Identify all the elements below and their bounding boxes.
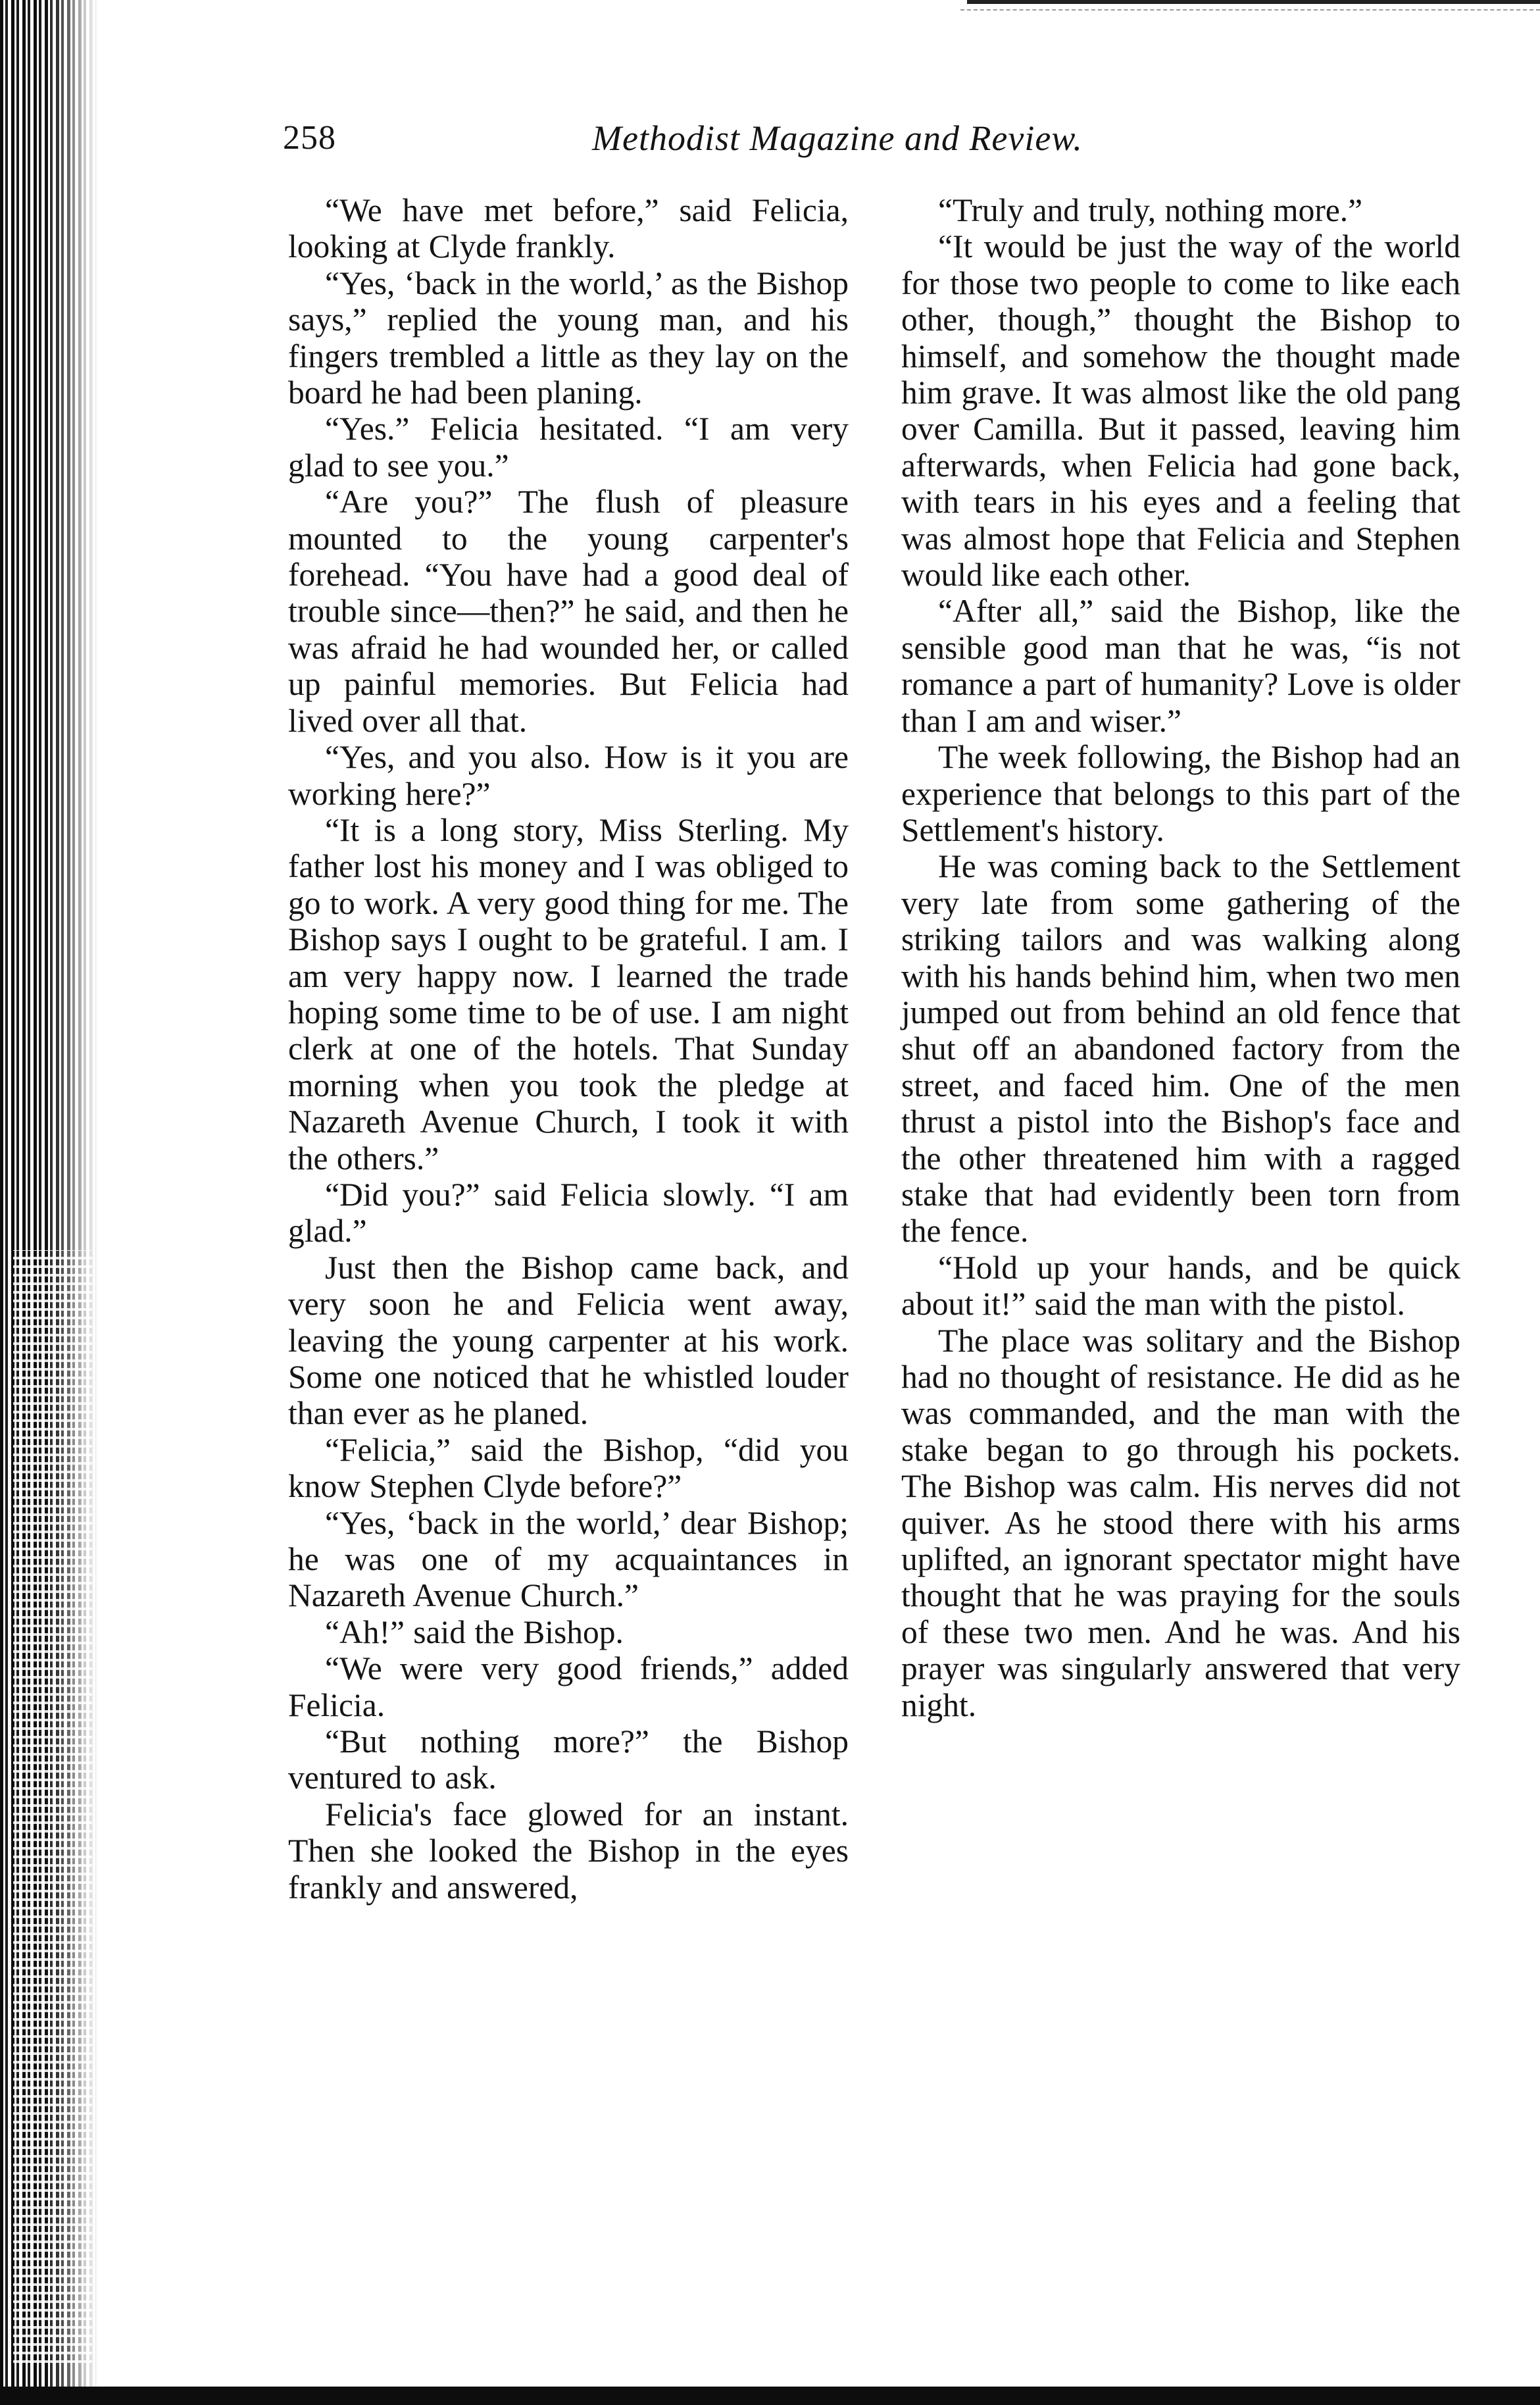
paragraph: Just then the Bishop came back, and very soon he and Felicia went away, leaving the young carpenter at his work. Some one noticed that he whistled louder than ever as he planed. [288, 1249, 849, 1432]
paragraph: “It is a long story, Miss Sterling. My father lost his money and I was obliged to go to work. A very good thing for me. The Bishop says I ought to be grateful. I am. I am very happy now. I learned the trade hoping some time to be of use. I am night clerk at one of the hotels. That Sunday morning when you took the pledge at Nazareth Avenue Church, I took it with the others.” [288, 811, 849, 1177]
paragraph: “Truly and truly, nothing more.” [938, 192, 1363, 228]
paragraph: “Yes, and you also. How is it you are working here?” [288, 739, 849, 812]
paragraph: Felicia's face glowed for an instant. Then she looked the Bishop in the eyes frankly and answered, [288, 1796, 849, 1906]
paragraph: “Did you?” said Felicia slowly. “I am glad.” [288, 1176, 849, 1250]
paragraph: “We have met before,” said Felicia, looking at Clyde frankly. [288, 192, 849, 265]
paragraph: “Felicia,” said the Bishop, “did you know Stephen Clyde before?” [288, 1431, 849, 1505]
paragraph: “Yes, ‘back in the world,’ as the Bishop says,” replied the young man, and his fingers trembled a little as they lay on the board he had been planing. [288, 265, 849, 411]
paragraph: “After all,” said the Bishop, like the sensible good man that he was, “is not romance a part of humanity? Love is older than I am and wiser.” [901, 593, 1460, 739]
top-scan-rule [967, 0, 1540, 4]
paragraph: “Hold up your hands, and be quick about it!” said the man with the pistol. [901, 1249, 1460, 1323]
paragraph: “Are you?” The flush of pleasure mounted to the young carpenter's forehead. “You have had a good deal of trouble since—then?” he said, and then he was afraid he had wounded her, or called up painful memories. But Felicia had lived over all that. [288, 484, 849, 739]
paragraph: “Yes.” Felicia hesitated. “I am very glad to see you.” [288, 411, 849, 484]
paragraph: “It would be just the way of the world for those two people to come to like each other, though,” thought the Bishop to himself, and somehow the thought made him grave. It was almost like the old pang over Camilla. But it passed, leaving him afterwards, when Felicia had gone back, with tears in his eyes and a feeling that was almost hope that Felicia and Stephen would like each other. [901, 228, 1460, 594]
scan-edge-speckle [13, 1250, 92, 2369]
page-number: 258 [283, 119, 336, 157]
top-scan-dashed-rule [960, 9, 1540, 11]
running-title: Methodist Magazine and Review. [592, 118, 1083, 158]
paragraph: The week following, the Bishop had an experience that belongs to this part of the Settlement's history. [901, 739, 1460, 848]
paragraph: “But nothing more?” the Bishop ventured to ask. [288, 1723, 849, 1796]
left-column [288, 192, 849, 1906]
right-column [901, 192, 1460, 1723]
page-header [283, 112, 1467, 165]
bottom-scan-bar [0, 2387, 1540, 2405]
paragraph: “Ah!” said the Bishop. [325, 1613, 624, 1650]
paragraph: “Yes, ‘back in the world,’ dear Bishop; he was one of my acquaintances in Nazareth Avenue Church.” [288, 1504, 849, 1614]
paragraph: He was coming back to the Settlement very late from some gathering of the striking tailors and was walking along with his hands behind him, when two men jumped out from behind an old fence that shut off an abandoned factory from the street, and faced him. One of the men thrust a pistol into the Bishop's face and the other threatened him with a ragged stake that had evidently been torn from the fence. [901, 848, 1460, 1250]
paragraph: The place was solitary and the Bishop had no thought of resistance. He did as he was commanded, and the man with the stake began to go through his pockets. The Bishop was calm. His nerves did not quiver. As he stood there with his arms uplifted, an ignorant spectator might have thought that he was praying for the souls of these two men. And he was. And his prayer was singularly answered that very night. [901, 1322, 1460, 1723]
paragraph: “We were very good friends,” added Felicia. [288, 1650, 849, 1723]
